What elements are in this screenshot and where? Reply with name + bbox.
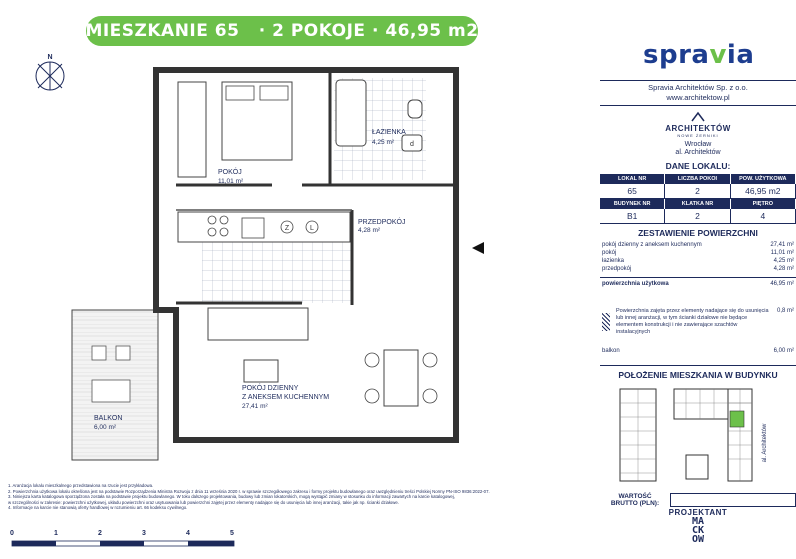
scale-tick-label: 5	[230, 530, 234, 537]
room-label: POKÓJ DZIENNY	[242, 385, 299, 392]
footnotes: 1. Aranżacja lokalu mieszkalnego przedstawiona na rzucie jest przykładowa. 2. Powierzchnia użytkowa lokalu określona jest na podstawie Rozporządzenia Ministra Rozwoju z dnia 11 września 2020 r. w sprawie szczegółowego zakresu i formy projektu budowlanego oraz uwzględnieniu treści Polskiej Normy PN-ISO 9836:2022-07. 3. Niniejsza karta katalogowa sporządzona została na podstawie projektu budowlanego. W toku dalszego projektowania, budowy lub zmian lokatorskich, mogą wystąpić zmiany w stosunku do informacji zawartych na karcie katalogowej, w szczególności w zakresie: powierzchni użytkowej, układu powierzchni oraz usytuowania lub powierzchni zajętej przez elementy nadające się do usunięcia lub innej aranżacji, takie jak np. ścianki działowe. 4. Informacje na karcie nie stanowią oferty handlowej w rozumieniu art. 66 kodeksu cywilnego.	[8, 483, 490, 511]
apartment-number: MIESZKANIE 65	[85, 21, 240, 41]
scale-tick-label: 3	[142, 530, 146, 537]
room-label: Z ANEKSEM KUCHENNYM	[242, 394, 330, 401]
removable-area-note: Powierzchnia zajęta przez elementy nadające się do usunięcia lub innej aranżacji, w tym ścianki działowe nie będące elementem konstrukcji i nie zawierające szachtów instalacyjnych 0,8 m²	[600, 308, 796, 336]
room-label: BALKON	[94, 415, 123, 422]
total-area-row: powierzchnia użytkowa 46,95 m²	[600, 277, 796, 288]
scale-tick-label: 2	[98, 530, 102, 537]
building-location	[600, 365, 796, 483]
wardrobe	[178, 82, 206, 177]
designer-block: PROJEKTANT MA CK OW	[600, 508, 796, 544]
hatch-icon	[602, 313, 610, 331]
bathtub	[336, 80, 366, 146]
room-area: 6,00 m²	[94, 424, 117, 431]
room-area: 11,01 m²	[218, 178, 244, 185]
dining-table	[384, 350, 418, 406]
architektow-logo: ARCHITEKTÓW NOWE ŻERNIKI	[600, 112, 796, 138]
room-count: · 2 POKOJE ·	[258, 21, 379, 41]
scale-tick-label: 0	[10, 530, 14, 537]
location-title: POŁOŻENIE MIESZKANIA W BUDYNKU	[618, 370, 778, 380]
areas-title: ZESTAWIENIE POWIERZCHNI	[638, 228, 758, 238]
office-info: Spravia Architektów Sp. z o.o. www.architektow.pl	[648, 83, 748, 102]
apartment-area: 46,95 m2	[385, 21, 479, 41]
areas-list	[600, 241, 796, 288]
scale-bar	[8, 525, 248, 555]
building-map	[600, 383, 796, 483]
apartment-highlight	[730, 411, 744, 427]
room-label: POKÓJ	[218, 169, 242, 176]
room-area: 4,25 m²	[372, 139, 395, 146]
room-label: PRZEDPOKÓJ	[358, 219, 406, 226]
street-label: al. Architektów	[762, 423, 768, 463]
architektow-icon	[691, 112, 705, 122]
svg-text:d: d	[410, 141, 414, 148]
entrance-arrow-icon	[472, 242, 484, 254]
svg-text:L: L	[310, 225, 314, 232]
sofa	[208, 308, 308, 340]
spravia-logo: spravia	[643, 40, 755, 70]
compass-icon	[30, 52, 70, 92]
room-label: ŁAZIENKA	[372, 129, 406, 136]
compass-north-label: N	[47, 54, 53, 61]
floor-plan	[72, 60, 492, 480]
area-row: przedpokój 4,28 m²	[602, 266, 794, 272]
price-value-box	[670, 493, 796, 507]
designer-logo: MA CK OW	[691, 516, 705, 545]
toilet	[408, 100, 422, 118]
svg-text:Z: Z	[284, 225, 290, 232]
lokal-title: DANE LOKALU:	[665, 161, 731, 171]
scale-tick-label: 1	[54, 530, 58, 537]
area-row: pokój 11,01 m²	[602, 250, 794, 256]
city-address: Wrocław al. Architektów	[675, 141, 721, 156]
price-row: WARTOŚĆ BRUTTO (PLN):	[600, 493, 796, 507]
room-area: 4,28 m²	[358, 227, 381, 234]
info-panel	[600, 80, 796, 354]
room-area: 27,41 m²	[242, 403, 268, 410]
lokal-table: LOKAL NR LICZBA POKOI POW. UŻYTKOWA 65 2 46,95 m2 BUDYNEK NR KLATKA NR PIĘTRO B1 2 4	[600, 174, 796, 224]
balcony-row: balkon 6,00 m²	[602, 348, 794, 354]
area-row: łazienka 4,25 m²	[602, 258, 794, 264]
apartment-title-banner	[86, 16, 478, 46]
area-row: pokój dzienny z aneksem kuchennym 27,41 m²	[602, 242, 794, 248]
scale-tick-label: 4	[186, 530, 190, 537]
